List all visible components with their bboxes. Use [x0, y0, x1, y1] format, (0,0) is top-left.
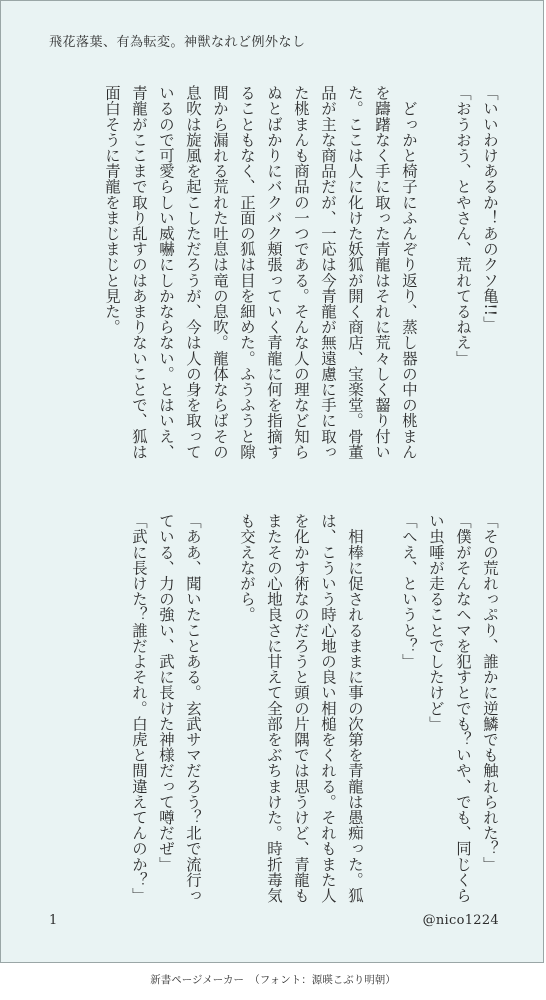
vertical-text-block-lower: 「その荒れっぷり、誰かに逆鱗でも触れられた？」 「僕がそんなヘマを犯すとでも？いや、でも、同じくらい虫唾が走ることでしたけど」 「へえ、というと？」 相棒に促されるままに事の次第を青龍は愚痴った。狐は、こういう時心地の良い相槌をくれる。それもまた人を化かす術なのだろうと頭の片隅では思うけど、青龍もまたその心地良さに甘えて全部をぶちまけた。時折毒気も交えながら。 「ああ、聞いたことある。玄武サマだろう？北で流行っている、力の強い、武に長けた神様だって噂だぜ」 「武に長けた？誰だよそれ。白虎と間違えてんのか？」	[130, 513, 499, 903]
author-handle: @nico1224	[422, 913, 499, 928]
generator-caption: 新書ページメーカー （フォント：源暎こぶり明朝）	[150, 974, 396, 986]
page-header-title: 飛花落葉、有為転変。神獣なれど例外なし	[49, 35, 306, 50]
page-number: 1	[49, 913, 58, 928]
vertical-text-block-upper: 「いいわけあるか！あのクソ亀!!」 「おうおう、とやさん、荒れてるねえ」 どっかと椅子にふんぞり返り、蒸し器の中の桃まんを躊躇なく手に取った青龍はそれに荒々しく齧り付いた。ここは人に化けた妖狐が開く商店、宝楽堂。骨董品が主な商品だが、一応は今青龍が無遠慮に手に取った桃まんも商品の一つである。そんな人の理など知らぬとばかりにバクバク頬張っていく青龍に何を指摘することもなく、正面の狐は目を細めた。ふうふうと隙間から漏れる荒れた吐息は竜の息吹。龍体ならばその息吹は旋風を起こしただろうが、今は人の身を取っているので可愛らしい威嚇にしかならない。とはいえ、青龍がここまで取り乱すのはあまりないことで、狐は面白そうに青龍をまじまじと見た。	[103, 85, 499, 460]
